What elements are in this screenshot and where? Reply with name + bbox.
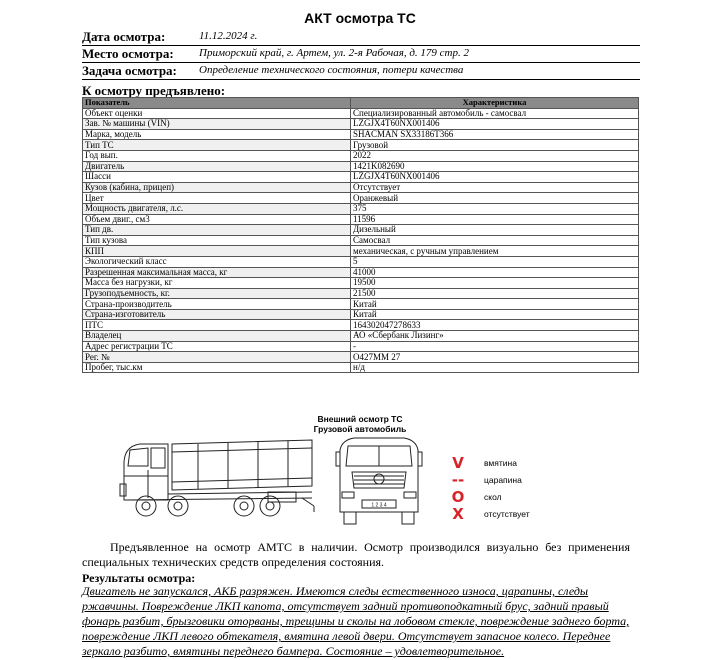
parameter-name-cell: Владелец	[83, 331, 351, 342]
parameter-name-cell: Мощность двигателя, л.с.	[83, 203, 351, 214]
parameter-name-cell: Пробег, тыс.км	[83, 362, 351, 373]
damage-legend	[448, 455, 588, 523]
table-row	[83, 203, 639, 214]
parameter-value-cell: О427ММ 27	[351, 352, 639, 363]
legend-label: скол	[484, 492, 502, 502]
info-label: Дата осмотра:	[82, 29, 166, 44]
section-title: К осмотру предъявлено:	[82, 83, 226, 98]
table-row	[83, 362, 639, 373]
parameter-value-cell: Китай	[351, 299, 639, 310]
parameter-name-cell: Тип ТС	[83, 140, 351, 151]
parameter-value-cell: 41000	[351, 267, 639, 278]
parameter-name-cell: Цвет	[83, 193, 351, 204]
legend-label: царапина	[484, 475, 522, 485]
table-row	[83, 140, 639, 151]
info-value: 11.12.2024 г.	[199, 30, 258, 42]
parameter-name-cell: Двигатель	[83, 161, 351, 172]
legend-item	[448, 455, 588, 472]
parameter-name-cell: Страна-изготовитель	[83, 309, 351, 320]
table-row	[83, 256, 639, 267]
table-row	[83, 235, 639, 246]
info-label: Место осмотра:	[82, 46, 174, 61]
parameter-value-cell: 2022	[351, 150, 639, 161]
license-plate-text: 1 2 3 4	[371, 502, 387, 509]
table-row	[83, 172, 639, 183]
legend-item	[448, 506, 588, 523]
vehicle-params-table	[82, 97, 639, 373]
table-row	[83, 129, 639, 140]
parameter-name-cell: Год вып.	[83, 150, 351, 161]
parameter-value-cell: 375	[351, 203, 639, 214]
missing-symbol-icon: X	[452, 505, 464, 523]
chip-symbol-icon: O	[451, 488, 465, 506]
scratch-symbol-icon: --	[451, 471, 465, 489]
parameter-value-cell: Грузовой	[351, 140, 639, 151]
parameter-value-cell: SHACMAN SX33186T366	[351, 129, 639, 140]
legend-label: вмятина	[484, 458, 517, 468]
parameter-name-cell: КПП	[83, 246, 351, 257]
table-row	[83, 341, 639, 352]
parameter-name-cell: Страна-производитель	[83, 299, 351, 310]
results-text: Двигатель не запускался, АКБ разряжен. Имеются следы естественного износа, царапины, следы ржавчины. Повреждение ЛКП капота, отсутствует задний противоподкатный брус, задний правый фонарь разбит, брызговики оторваны, трещины и сколы на лобовом стекле, повреждение заднего борта, повреждение ЛКП левого обтекателя, вмятина левой двери. Отсутствует запасное колесо. Переднее зеркало разбито, вмятины переднего бампера. Состояние – удовлетворительное.	[82, 584, 630, 658]
info-row-date	[82, 28, 640, 46]
parameter-value-cell: -	[351, 341, 639, 352]
table-row	[83, 225, 639, 236]
parameter-name-cell: Грузоподъемность, кг.	[83, 288, 351, 299]
parameter-name-cell: Марка, модель	[83, 129, 351, 140]
parameter-name-cell: Тип кузова	[83, 235, 351, 246]
column-header: Показатель	[83, 98, 351, 109]
parameter-name-cell: Адрес регистрации ТС	[83, 341, 351, 352]
parameter-value-cell: Самосвал	[351, 235, 639, 246]
table-row	[83, 182, 639, 193]
document-title: АКТ осмотра ТС	[304, 10, 416, 26]
parameter-name-cell: Разрешенная максимальная масса, кг	[83, 267, 351, 278]
parameter-name-cell: Экологический класс	[83, 256, 351, 267]
parameter-value-cell: 11596	[351, 214, 639, 225]
parameter-value-cell: LZGJX4T60NX001406	[351, 119, 639, 130]
info-row-task	[82, 62, 640, 80]
table-row	[83, 352, 639, 363]
table-row	[83, 150, 639, 161]
parameter-value-cell: 164302047278633	[351, 320, 639, 331]
parameter-value-cell: 19500	[351, 278, 639, 289]
parameter-name-cell: Объект оценки	[83, 108, 351, 119]
truck-side-view-drawing	[118, 432, 318, 527]
parameter-name-cell: Масса без нагрузки, кг	[83, 278, 351, 289]
table-row	[83, 288, 639, 299]
parameter-value-cell: 21500	[351, 288, 639, 299]
table-row	[83, 299, 639, 310]
parameter-name-cell: Объем двиг., см3	[83, 214, 351, 225]
diagram-title-line: Внешний осмотр ТС	[317, 414, 403, 424]
parameter-name-cell: Кузов (кабина, прицеп)	[83, 182, 351, 193]
parameter-value-cell: Дизельный	[351, 225, 639, 236]
table-header-row	[83, 98, 639, 109]
inspection-note-paragraph: Предъявленное на осмотр АМТС в наличии. Осмотр производился визуально без применения специальных технических средств определения состояния.	[82, 540, 630, 569]
legend-item	[448, 472, 588, 489]
dent-symbol-icon: V	[452, 454, 464, 472]
table-row	[83, 309, 639, 320]
table-row	[83, 193, 639, 204]
parameter-value-cell: Китай	[351, 309, 639, 320]
table-row	[83, 108, 639, 119]
diagram-subtitle-line: Грузовой автомобиль	[313, 424, 407, 434]
column-header: Характеристика	[351, 98, 639, 109]
parameter-value-cell: механическая, с ручным управлением	[351, 246, 639, 257]
truck-front-view-drawing	[334, 432, 424, 527]
results-title: Результаты осмотра:	[82, 571, 196, 585]
legend-label: отсутствует	[484, 509, 530, 519]
parameter-name-cell: Рег. №	[83, 352, 351, 363]
parameter-value-cell: LZGJX4T60NX001406	[351, 172, 639, 183]
table-row	[83, 119, 639, 130]
parameter-value-cell: АО «Сбербанк Лизинг»	[351, 331, 639, 342]
diagram-title	[280, 414, 440, 434]
info-label: Задача осмотра:	[82, 63, 177, 78]
parameter-value-cell: н/д	[351, 362, 639, 373]
parameter-value-cell: Отсутствует	[351, 182, 639, 193]
info-row-place	[82, 45, 640, 63]
parameter-name-cell: Шасси	[83, 172, 351, 183]
table-row	[83, 214, 639, 225]
info-value: Приморский край, г. Артем, ул. 2-я Рабочая, д. 179 стр. 2	[199, 47, 469, 59]
parameter-name-cell: ПТС	[83, 320, 351, 331]
parameter-value-cell: 5	[351, 256, 639, 267]
table-row	[83, 331, 639, 342]
parameter-name-cell: Зав. № машины (VIN)	[83, 119, 351, 130]
parameter-value-cell: Оранжевый	[351, 193, 639, 204]
table-row	[83, 161, 639, 172]
parameter-value-cell: 1421K082690	[351, 161, 639, 172]
table-row	[83, 320, 639, 331]
legend-item	[448, 489, 588, 506]
parameter-name-cell: Тип дв.	[83, 225, 351, 236]
table-row	[83, 246, 639, 257]
table-row	[83, 278, 639, 289]
parameter-value-cell: Специализированный автомобиль - самосвал	[351, 108, 639, 119]
table-row	[83, 267, 639, 278]
info-value: Определение технического состояния, потери качества	[199, 64, 464, 76]
